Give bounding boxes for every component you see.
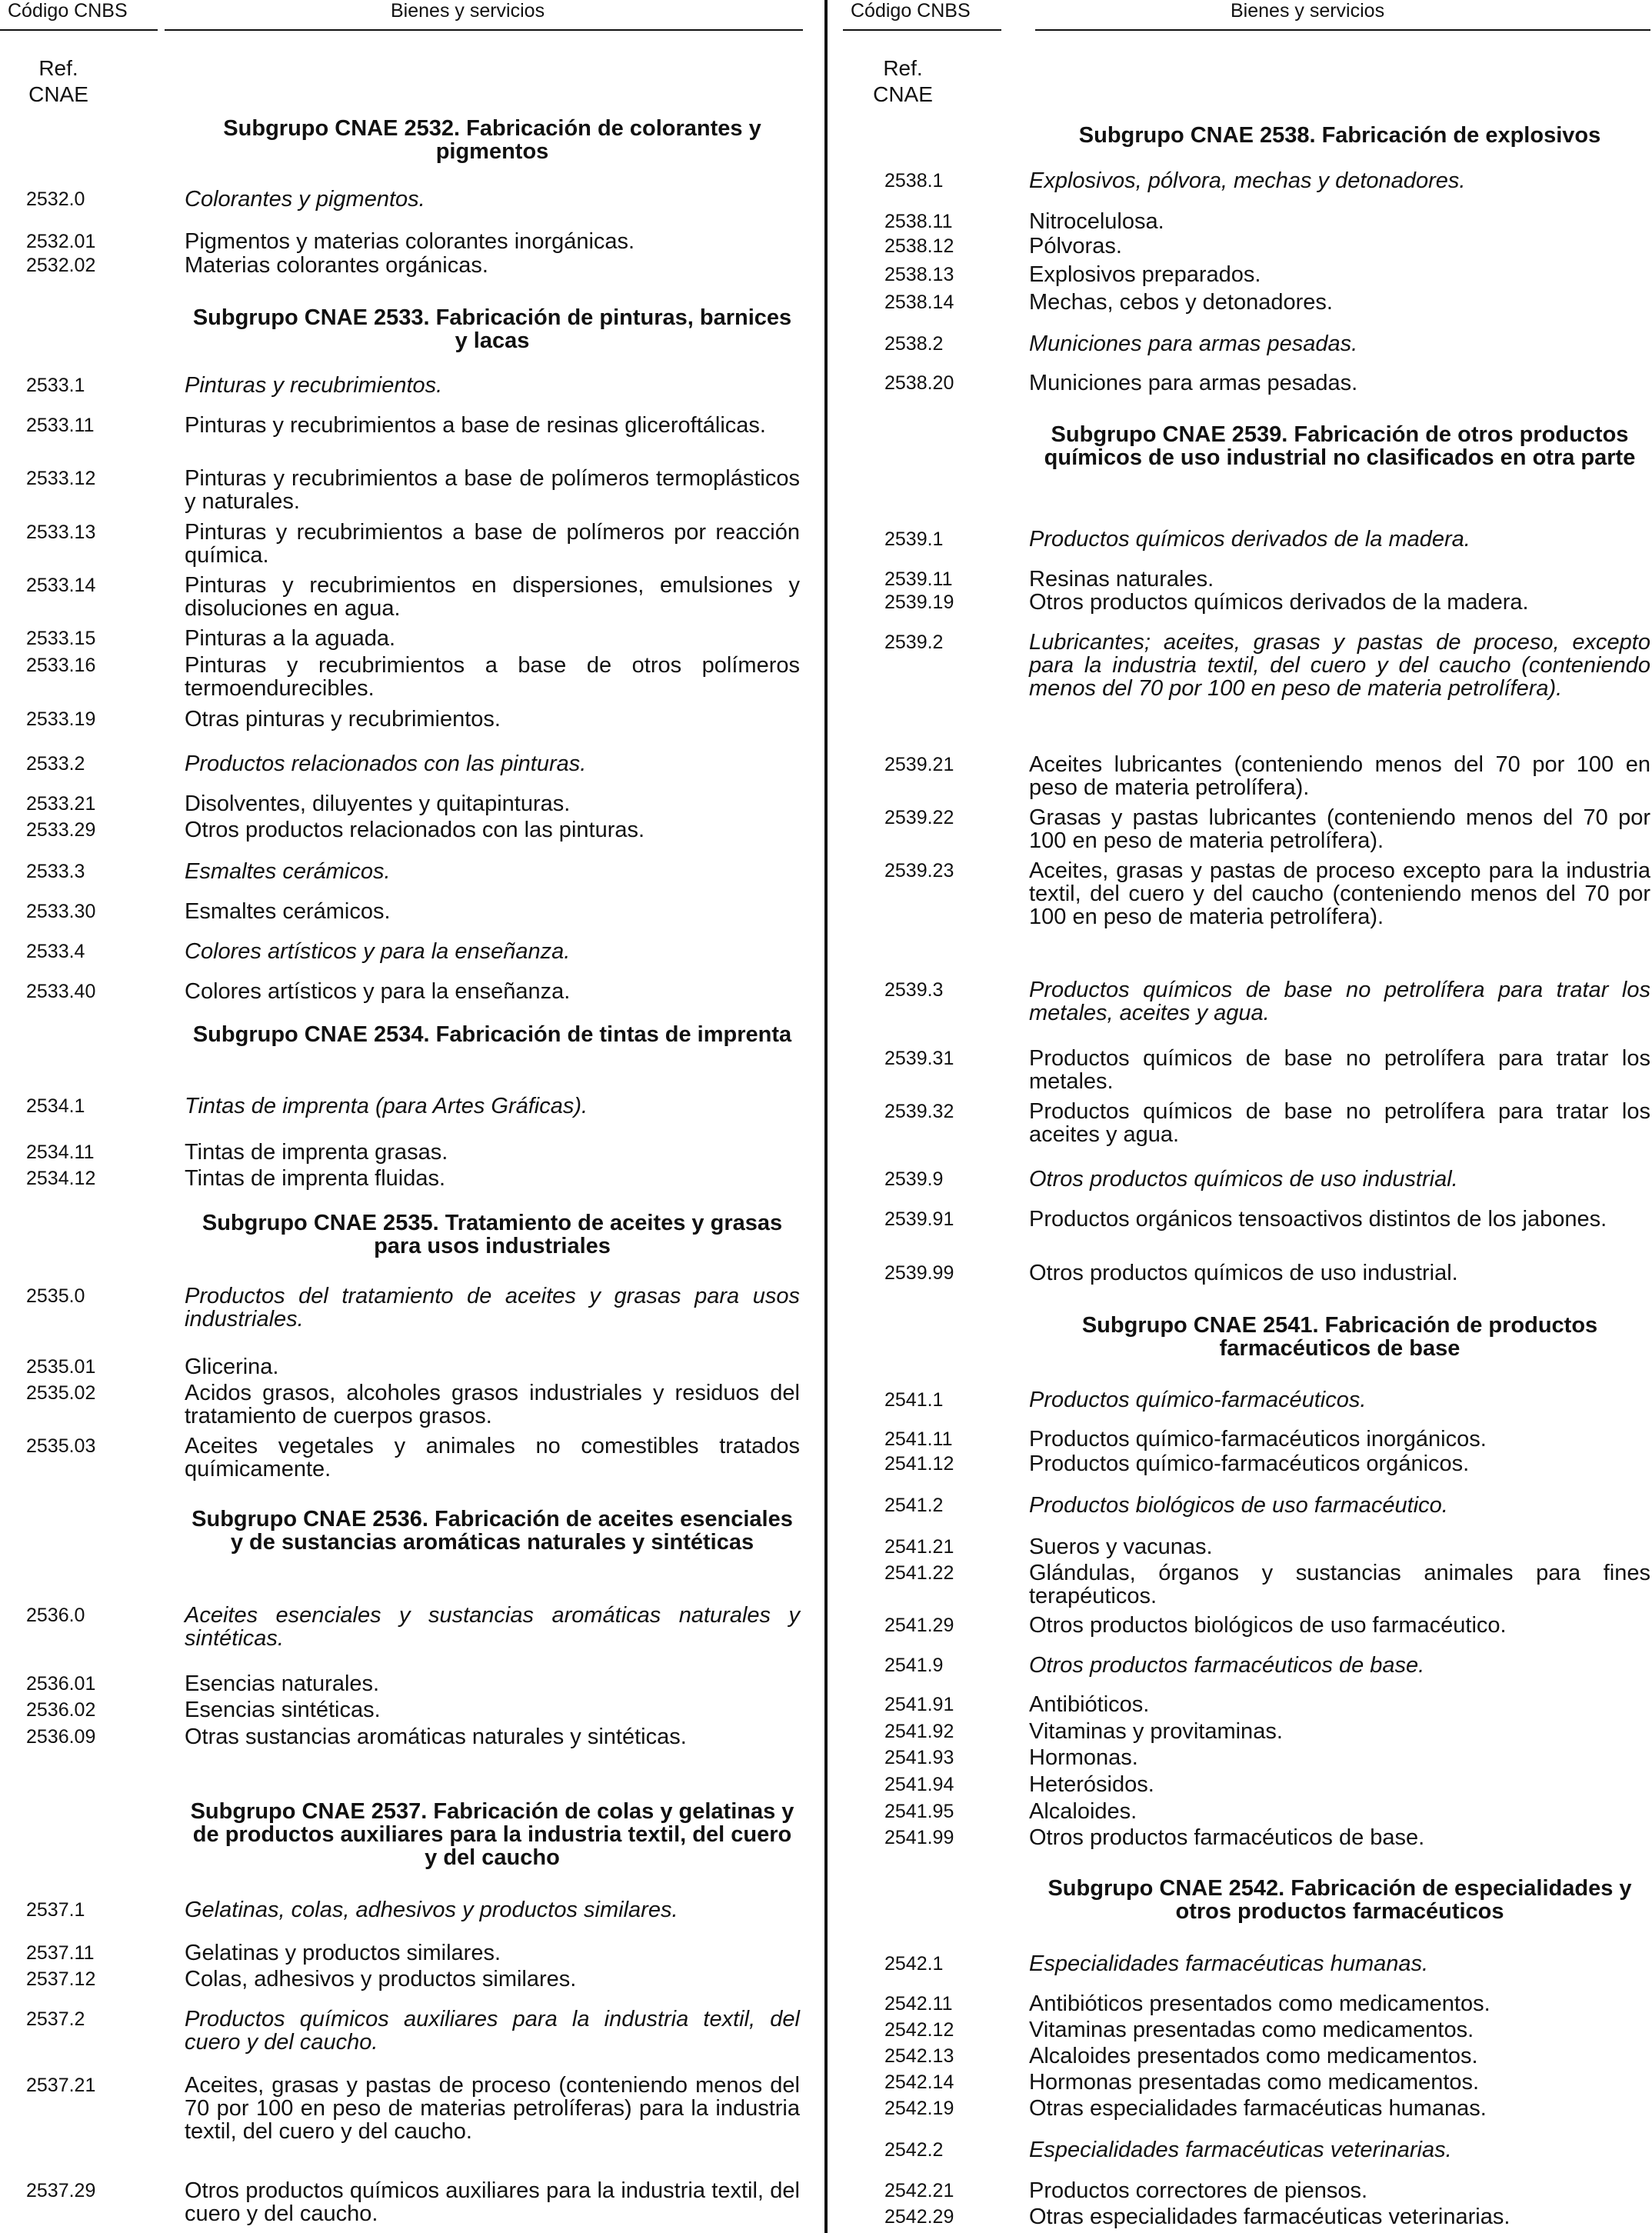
item-description: Pinturas y recubrimientos en dispersiones, emulsiones y disoluciones en agua. xyxy=(185,573,800,621)
subgroup-heading: Subgrupo CNAE 2538. Fabricación de explosivos xyxy=(1078,123,1601,148)
category-title: Otros productos químicos de uso industrial. xyxy=(1029,1167,1458,1191)
cnae-code: 2533.19 xyxy=(26,708,96,730)
cnae-code: 2539.99 xyxy=(884,1262,954,1284)
cnae-code: 2542.11 xyxy=(884,1993,953,2015)
category-title: Explosivos, pólvora, mechas y detonadores. xyxy=(1029,168,1466,193)
item-description: Pinturas y recubrimientos a base de polímeros termoplásticos y naturales. xyxy=(185,466,800,514)
item-description: Otros productos relacionados con las pinturas. xyxy=(185,818,645,842)
item-description: Heterósidos. xyxy=(1029,1772,1154,1797)
item-description: Aceites lubricantes (conteniendo menos del 70 por 100 en peso de materia petrolífera). xyxy=(1029,752,1650,800)
item-description: Antibióticos presentados como medicamentos. xyxy=(1029,1991,1490,2016)
cnae-code: 2537.11 xyxy=(26,1942,95,1964)
item-description: Grasas y pastas lubricantes (conteniendo menos del 70 por 100 en peso de materia petrolífera). xyxy=(1029,805,1650,853)
subgroup-heading: Subgrupo CNAE 2542. Fabricación de especialidades y otros productos farmacéuticos xyxy=(1047,1876,1632,1924)
column-divider xyxy=(824,0,828,2233)
cnae-code: 2535.02 xyxy=(26,1382,96,1404)
category-title: Productos biológicos de uso farmacéutico. xyxy=(1029,1493,1448,1518)
cnae-code: 2541.99 xyxy=(884,1827,954,1848)
subgroup-heading: Subgrupo CNAE 2534. Fabricación de tintas de imprenta xyxy=(192,1022,792,1047)
cnae-code: 2533.16 xyxy=(26,655,96,676)
cnae-code: 2539.19 xyxy=(884,592,954,613)
category-title: Tintas de imprenta (para Artes Gráficas). xyxy=(185,1094,588,1118)
cnae-code: 2539.91 xyxy=(884,1208,954,1230)
category-title: Aceites esenciales y sustancias aromáticas naturales y sintéticas. xyxy=(185,1603,800,1651)
cnae-code: 2537.2 xyxy=(26,2008,85,2030)
cnae-code: 2539.3 xyxy=(884,979,944,1001)
cnae-code: 2538.20 xyxy=(884,372,954,394)
cnae-code: 2533.13 xyxy=(26,522,96,543)
cnae-code: 2539.32 xyxy=(884,1101,954,1122)
cnae-code: 2535.01 xyxy=(26,1356,96,1378)
ref-label: Ref. xyxy=(38,56,78,80)
cnae-code: 2532.0 xyxy=(26,188,85,210)
item-description: Pinturas y recubrimientos a base de otros polímeros termoendurecibles. xyxy=(185,653,800,701)
item-description: Otros productos químicos derivados de la madera. xyxy=(1029,590,1529,615)
item-description: Antibióticos. xyxy=(1029,1692,1150,1717)
left-goods-header: Bienes y servicios xyxy=(391,0,545,22)
item-description: Colores artísticos y para la enseñanza. xyxy=(185,979,571,1004)
cnae-code: 2542.2 xyxy=(884,2139,944,2161)
right-goods-header: Bienes y servicios xyxy=(1231,0,1385,22)
item-description: Productos químicos de base no petrolífera para tratar los metales. xyxy=(1029,1046,1650,1094)
cnae-code: 2533.15 xyxy=(26,628,96,649)
cnae-code: 2538.14 xyxy=(884,292,954,313)
item-description: Glicerina. xyxy=(185,1355,279,1379)
cnae-code: 2542.12 xyxy=(884,2019,954,2041)
cnae-code: 2533.2 xyxy=(26,753,85,775)
cnae-label: CNAE xyxy=(873,82,933,106)
cnae-code: 2541.9 xyxy=(884,1655,944,1676)
item-description: Productos químico-farmacéuticos inorgánicos. xyxy=(1029,1427,1487,1451)
cnae-code: 2541.92 xyxy=(884,1721,954,1742)
ref-label: Ref. xyxy=(883,56,923,80)
item-description: Gelatinas y productos similares. xyxy=(185,1941,501,1965)
cnae-code: 2538.11 xyxy=(884,211,953,232)
item-description: Pinturas y recubrimientos a base de resinas gliceroftálicas. xyxy=(185,413,766,438)
cnae-code: 2541.12 xyxy=(884,1453,954,1475)
cnae-code: 2539.31 xyxy=(884,1048,954,1069)
item-description: Pinturas a la aguada. xyxy=(185,626,396,651)
category-title: Esmaltes cerámicos. xyxy=(185,859,391,884)
item-description: Productos correctores de piensos. xyxy=(1029,2178,1368,2203)
item-description: Explosivos preparados. xyxy=(1029,262,1261,287)
cnae-code: 2533.29 xyxy=(26,819,96,841)
item-description: Pólvoras. xyxy=(1029,234,1122,258)
category-title: Productos químicos derivados de la madera. xyxy=(1029,527,1470,552)
subgroup-heading: Subgrupo CNAE 2537. Fabricación de colas y gelatinas y de productos auxiliares para la industria textil, del cuero y del caucho xyxy=(190,1799,794,1870)
item-description: Glándulas, órganos y sustancias animales para fines terapéuticos. xyxy=(1029,1561,1650,1608)
item-description: Pinturas y recubrimientos a base de polímeros por reacción química. xyxy=(185,520,800,568)
left-code-header: Código CNBS xyxy=(8,0,128,22)
item-description: Aceites, grasas y pastas de proceso excepto para la industria textil, del cuero y del caucho (conteniendo menos del 70 por 100 en peso de materia petrolífera). xyxy=(1029,858,1650,929)
category-title: Productos químico-farmacéuticos. xyxy=(1029,1388,1367,1412)
cnae-code: 2541.91 xyxy=(884,1694,954,1715)
subgroup-heading: Subgrupo CNAE 2541. Fabricación de productos farmacéuticos de base xyxy=(1081,1313,1598,1361)
category-title: Gelatinas, colas, adhesivos y productos similares. xyxy=(185,1898,678,1922)
right-goods-rule xyxy=(1035,29,1650,31)
cnae-code: 2539.1 xyxy=(884,528,944,550)
subgroup-heading: Subgrupo CNAE 2539. Fabricación de otros productos químicos de uso industrial no clasificados en otra parte xyxy=(1044,422,1636,470)
cnae-code: 2538.1 xyxy=(884,170,944,192)
cnae-code: 2542.21 xyxy=(884,2180,954,2201)
category-title: Productos del tratamiento de aceites y grasas para usos industriales. xyxy=(185,1284,800,1331)
category-title: Productos químicos de base no petrolífera para tratar los metales, aceites y agua. xyxy=(1029,978,1650,1025)
cnae-code: 2537.1 xyxy=(26,1899,85,1921)
cnae-code: 2535.0 xyxy=(26,1285,85,1307)
category-title: Lubricantes; aceites, grasas y pastas de proceso, excepto para la industria textil, del cuero y del caucho (conteniendo menos del 70 por 100 en peso de materia petrolífera). xyxy=(1029,630,1650,701)
cnae-code: 2536.09 xyxy=(26,1726,96,1748)
category-title: Especialidades farmacéuticas humanas. xyxy=(1029,1951,1429,1976)
cnae-code: 2541.93 xyxy=(884,1747,954,1768)
item-description: Productos químico-farmacéuticos orgánicos. xyxy=(1029,1451,1470,1476)
category-title: Colores artísticos y para la enseñanza. xyxy=(185,939,571,964)
cnae-code: 2537.12 xyxy=(26,1968,96,1990)
item-description: Otras sustancias aromáticas naturales y sintéticas. xyxy=(185,1725,687,1749)
right-code-header: Código CNBS xyxy=(851,0,971,22)
cnae-code: 2535.03 xyxy=(26,1435,96,1457)
cnae-code: 2533.11 xyxy=(26,415,95,436)
item-description: Otros productos químicos de uso industrial. xyxy=(1029,1261,1458,1285)
category-title: Pinturas y recubrimientos. xyxy=(185,373,443,398)
cnae-code: 2541.22 xyxy=(884,1562,954,1584)
cnae-code: 2541.1 xyxy=(884,1389,944,1411)
left-ref-cnae-label xyxy=(28,55,89,108)
cnae-code: 2536.01 xyxy=(26,1673,96,1695)
cnae-code: 2541.94 xyxy=(884,1774,954,1795)
item-description: Otros productos biológicos de uso farmacéutico. xyxy=(1029,1613,1507,1638)
item-description: Otras especialidades farmacéuticas veterinarias. xyxy=(1029,2205,1510,2229)
item-description: Alcaloides. xyxy=(1029,1799,1137,1824)
category-title: Municiones para armas pesadas. xyxy=(1029,332,1358,356)
item-description: Sueros y vacunas. xyxy=(1029,1535,1213,1559)
cnae-code: 2532.01 xyxy=(26,231,96,252)
cnae-code: 2534.11 xyxy=(26,1141,95,1163)
cnae-code: 2539.2 xyxy=(884,632,944,653)
item-description: Productos químicos de base no petrolífera para tratar los aceites y agua. xyxy=(1029,1099,1650,1147)
category-title: Productos químicos auxiliares para la industria textil, del cuero y del caucho. xyxy=(185,2007,800,2055)
item-description: Materias colorantes orgánicas. xyxy=(185,253,488,278)
category-title: Otros productos farmacéuticos de base. xyxy=(1029,1653,1425,1678)
item-description: Mechas, cebos y detonadores. xyxy=(1029,290,1333,315)
item-description: Otras pinturas y recubrimientos. xyxy=(185,707,501,732)
subgroup-heading: Subgrupo CNAE 2532. Fabricación de colorantes y pigmentos xyxy=(223,116,761,164)
cnae-code: 2537.29 xyxy=(26,2180,96,2201)
item-description: Otras especialidades farmacéuticas humanas. xyxy=(1029,2096,1487,2121)
item-description: Alcaloides presentados como medicamentos. xyxy=(1029,2044,1478,2068)
cnae-code: 2533.3 xyxy=(26,861,85,882)
cnae-code: 2537.21 xyxy=(26,2075,96,2096)
left-code-rule xyxy=(0,29,158,31)
item-description: Otros productos químicos auxiliares para la industria textil, del cuero y del caucho. xyxy=(185,2178,800,2226)
item-description: Esencias sintéticas. xyxy=(185,1698,381,1722)
subgroup-heading: Subgrupo CNAE 2536. Fabricación de aceites esenciales y de sustancias aromáticas naturales y sintéticas xyxy=(192,1507,793,1555)
cnae-code: 2541.29 xyxy=(884,1615,954,1636)
cnae-code: 2539.9 xyxy=(884,1168,944,1190)
cnae-code: 2541.2 xyxy=(884,1495,944,1516)
cnae-code: 2532.02 xyxy=(26,255,96,276)
category-title: Especialidades farmacéuticas veterinarias. xyxy=(1029,2138,1452,2162)
item-description: Disolventes, diluyentes y quitapinturas. xyxy=(185,792,571,816)
item-description: Tintas de imprenta fluidas. xyxy=(185,1166,446,1191)
item-description: Vitaminas y provitaminas. xyxy=(1029,1719,1283,1744)
cnae-code: 2542.1 xyxy=(884,1953,944,1975)
left-goods-rule xyxy=(165,29,803,31)
item-description: Pigmentos y materias colorantes inorgánicas. xyxy=(185,229,635,254)
item-description: Esmaltes cerámicos. xyxy=(185,899,391,924)
cnae-code: 2533.21 xyxy=(26,793,96,815)
cnae-label: CNAE xyxy=(28,82,88,106)
item-description: Colas, adhesivos y productos similares. xyxy=(185,1967,577,1991)
cnae-code: 2541.21 xyxy=(884,1536,954,1558)
cnae-code: 2542.19 xyxy=(884,2098,954,2119)
cnae-code: 2538.2 xyxy=(884,333,944,355)
cnae-code: 2539.23 xyxy=(884,860,954,882)
item-description: Esencias naturales. xyxy=(185,1671,380,1696)
item-description: Hormonas. xyxy=(1029,1745,1138,1770)
cnae-code: 2542.13 xyxy=(884,2045,954,2067)
cnae-code: 2536.02 xyxy=(26,1699,96,1721)
cnae-code: 2533.30 xyxy=(26,901,96,922)
cnae-code: 2533.14 xyxy=(26,575,96,596)
cnae-code: 2533.12 xyxy=(26,468,96,489)
cnae-code: 2539.21 xyxy=(884,754,954,775)
right-code-rule xyxy=(843,29,1001,31)
item-description: Productos orgánicos tensoactivos distintos de los jabones. xyxy=(1029,1207,1607,1231)
cnae-code: 2539.11 xyxy=(884,568,953,590)
cnae-code: 2536.0 xyxy=(26,1605,85,1626)
subgroup-heading: Subgrupo CNAE 2535. Tratamiento de aceites y grasas para usos industriales xyxy=(202,1211,783,1258)
item-description: Vitaminas presentadas como medicamentos. xyxy=(1029,2018,1474,2042)
category-title: Colorantes y pigmentos. xyxy=(185,187,425,212)
subgroup-heading: Subgrupo CNAE 2533. Fabricación de pinturas, barnices y lacas xyxy=(192,305,792,353)
item-description: Aceites, grasas y pastas de proceso (conteniendo menos del 70 por 100 en peso de materias petrolíferas) para la industria textil, del cuero y del caucho. xyxy=(185,2073,800,2144)
cnae-code: 2542.29 xyxy=(884,2206,954,2228)
item-description: Tintas de imprenta grasas. xyxy=(185,1140,448,1165)
category-title: Productos relacionados con las pinturas. xyxy=(185,752,587,776)
item-description: Nitrocelulosa. xyxy=(1029,209,1164,234)
cnae-code: 2534.1 xyxy=(26,1095,85,1117)
item-description: Municiones para armas pesadas. xyxy=(1029,371,1358,395)
cnae-code: 2534.12 xyxy=(26,1168,96,1189)
cnae-code: 2541.11 xyxy=(884,1428,953,1450)
cnae-code: 2533.1 xyxy=(26,375,85,396)
item-description: Hormonas presentadas como medicamentos. xyxy=(1029,2070,1480,2095)
cnae-code: 2533.4 xyxy=(26,941,85,962)
item-description: Otros productos farmacéuticos de base. xyxy=(1029,1825,1425,1850)
cnae-code: 2538.12 xyxy=(884,235,954,257)
item-description: Resinas naturales. xyxy=(1029,567,1214,592)
right-ref-cnae-label xyxy=(871,55,935,108)
item-description: Acidos grasos, alcoholes grasos industriales y residuos del tratamiento de cuerpos grasos. xyxy=(185,1381,800,1428)
cnae-code: 2539.22 xyxy=(884,807,954,828)
cnae-code: 2538.13 xyxy=(884,264,954,285)
cnae-code: 2541.95 xyxy=(884,1801,954,1822)
item-description: Aceites vegetales y animales no comestibles tratados químicamente. xyxy=(185,1434,800,1481)
cnae-code: 2533.40 xyxy=(26,981,96,1002)
cnae-code: 2542.14 xyxy=(884,2071,954,2093)
